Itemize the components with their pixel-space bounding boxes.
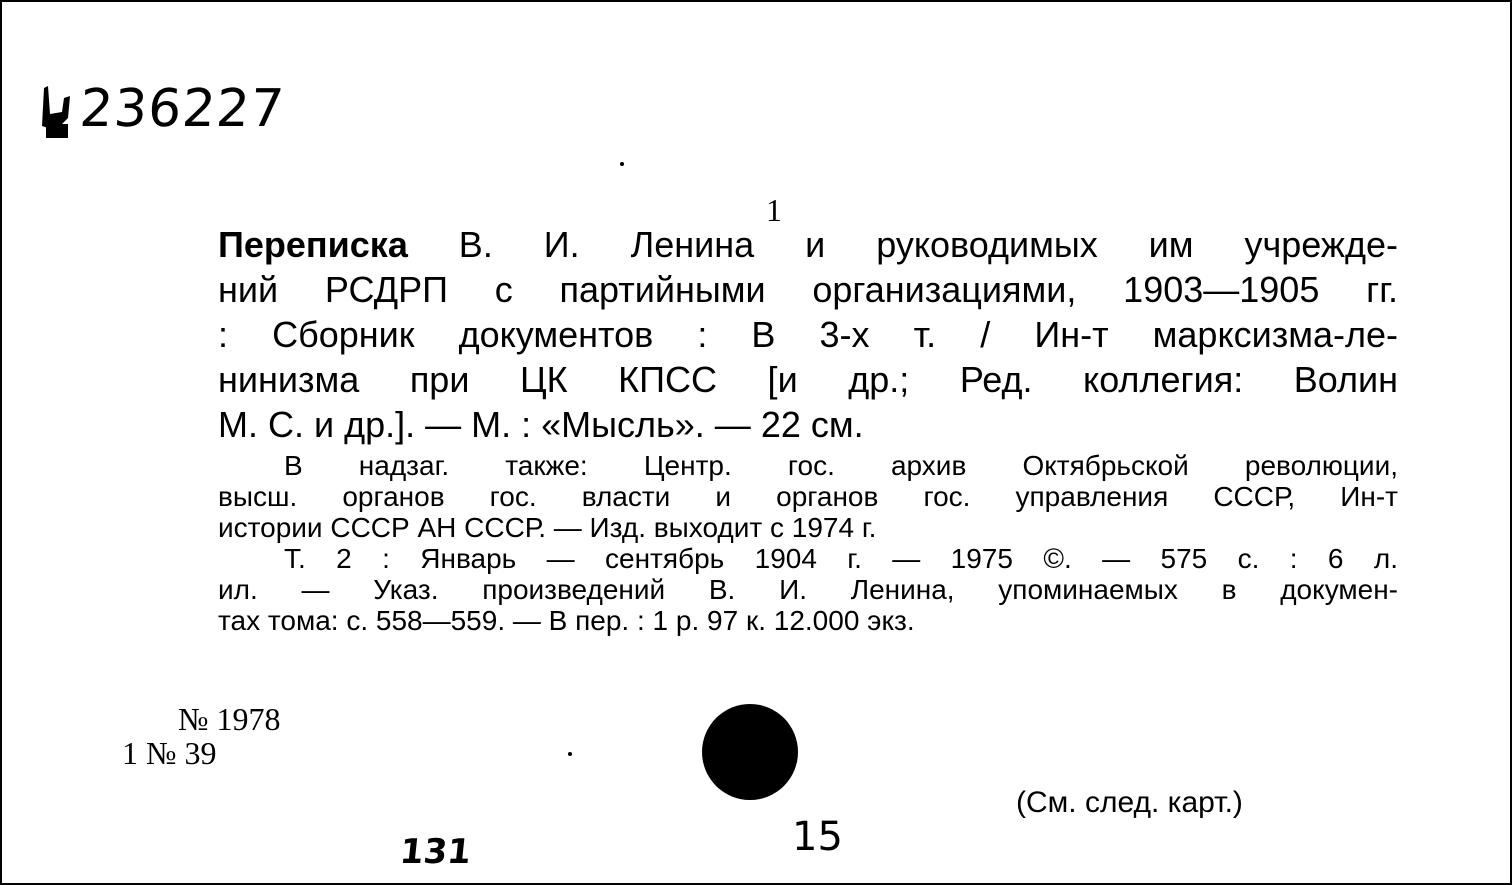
entry-notes bbox=[218, 450, 1398, 636]
note-line: ил. — Указ. произведений В. И. Ленина, упоминаемых в докумен- bbox=[218, 574, 1398, 605]
catalog-number: 1 № 39 bbox=[122, 735, 217, 771]
entry-line: М. С. и др.]. — М. : «Мысль». — 22 см. bbox=[218, 404, 864, 445]
entry-line-text: В. И. Ленина и руководимых им учрежде- bbox=[407, 224, 1398, 265]
punch-hole bbox=[702, 704, 798, 800]
sequence-number: 1 bbox=[766, 192, 782, 228]
note-line: тах тома: с. 558—559. — В пер. : 1 р. 97 к. 12.000 экз. bbox=[218, 605, 915, 636]
entry-line bbox=[218, 222, 1398, 267]
note-line: В надзаг. также: Центр. гос. архив Октябрьской революции, bbox=[284, 450, 1398, 481]
handwritten-number: 15 bbox=[792, 814, 843, 860]
library-stamp-mark bbox=[38, 74, 74, 144]
inventory-stamp bbox=[38, 74, 285, 144]
entry-line: ний РСДРП с партийными организациями, 1903—1905 гг. bbox=[218, 269, 1398, 310]
ink-speck bbox=[620, 162, 624, 166]
continuation-note: (См. след. карт.) bbox=[1016, 786, 1243, 819]
catalog-numbers bbox=[122, 702, 281, 770]
note-line: высш. органов гос. власти и органов гос. управления СССР, Ин-т bbox=[218, 481, 1398, 512]
note-line: истории СССР АН СССР. — Изд. выходит с 1974 г. bbox=[218, 512, 877, 543]
handwritten-number: 131 bbox=[397, 832, 474, 872]
entry-heading: Переписка bbox=[218, 224, 408, 265]
inventory-number: 236227 bbox=[77, 79, 287, 139]
catalog-number: № 1978 bbox=[178, 701, 281, 737]
bibliographic-entry bbox=[218, 222, 1398, 447]
entry-line: : Сборник документов : В 3-х т. / Ин-т марксизма-ле- bbox=[218, 314, 1398, 355]
ink-speck bbox=[568, 752, 572, 756]
entry-line: нинизма при ЦК КПСС [и др.; Ред. коллегия: Волин bbox=[218, 359, 1398, 400]
note-line: Т. 2 : Январь — сентябрь 1904 г. — 1975 ©. — 575 с. : 6 л. bbox=[284, 543, 1398, 574]
